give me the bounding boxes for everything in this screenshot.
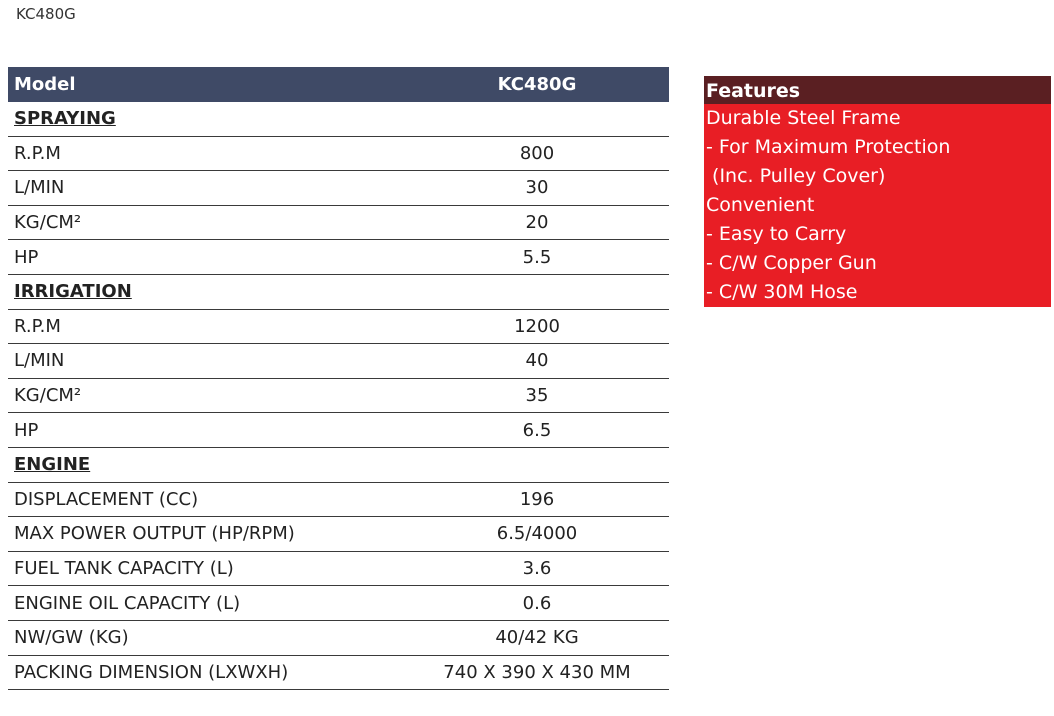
spec-value: 3.6 — [522, 558, 552, 580]
spec-value: 20 — [525, 212, 549, 234]
table-body — [8, 102, 669, 690]
feature-item: (Inc. Pulley Cover) — [706, 165, 886, 187]
spec-label: R.P.M — [14, 142, 61, 164]
feature-item: - C/W Copper Gun — [706, 252, 877, 274]
spec-label: KG/CM² — [14, 385, 82, 407]
page-title: KC480G — [16, 5, 76, 23]
spec-label: HP — [14, 419, 39, 441]
spec-label: R.P.M — [14, 315, 61, 337]
table-row — [8, 656, 669, 691]
section-header-row — [8, 102, 669, 137]
spec-label: KG/CM² — [14, 212, 82, 234]
spec-label: MAX POWER OUTPUT (HP/RPM) — [14, 523, 295, 545]
features-list — [704, 104, 1051, 307]
feature-item: Durable Steel Frame — [706, 107, 901, 129]
section-header-row — [8, 275, 669, 310]
table-row — [8, 310, 669, 345]
spec-value: 196 — [519, 488, 555, 510]
spec-label: DISPLACEMENT (CC) — [14, 488, 199, 510]
table-row — [8, 621, 669, 656]
header-value: KC480G — [497, 74, 577, 95]
spec-value: 40 — [525, 350, 549, 372]
table-row — [8, 586, 669, 621]
table-row — [8, 240, 669, 275]
section-title: ENGINE — [14, 454, 91, 476]
spec-value: 40/42 KG — [495, 627, 579, 649]
spec-label: ENGINE OIL CAPACITY (L) — [14, 592, 241, 614]
feature-item: Convenient — [706, 194, 815, 216]
table-row — [8, 483, 669, 518]
table-row — [8, 171, 669, 206]
spec-value: 35 — [525, 385, 549, 407]
spec-label: L/MIN — [14, 177, 65, 199]
spec-value: 30 — [525, 177, 549, 199]
table-header — [8, 67, 669, 102]
feature-item: - For Maximum Protection — [706, 136, 951, 158]
feature-item: - Easy to Carry — [706, 223, 847, 245]
spec-label: NW/GW (KG) — [14, 627, 129, 649]
header-label: Model — [14, 74, 76, 95]
section-title: SPRAYING — [14, 108, 116, 130]
table-row — [8, 206, 669, 241]
feature-item: - C/W 30M Hose — [706, 281, 858, 303]
spec-value: 0.6 — [522, 592, 552, 614]
section-title: IRRIGATION — [14, 281, 132, 303]
spec-value: 6.5/4000 — [496, 523, 578, 545]
table-row — [8, 413, 669, 448]
spec-label: HP — [14, 246, 39, 268]
table-row — [8, 517, 669, 552]
spec-value: 6.5 — [522, 419, 552, 441]
spec-label: FUEL TANK CAPACITY (L) — [14, 558, 234, 580]
spec-value: 5.5 — [522, 246, 552, 268]
table-row — [8, 552, 669, 587]
spec-value: 1200 — [514, 315, 560, 337]
table-row — [8, 344, 669, 379]
spec-label: L/MIN — [14, 350, 65, 372]
features-panel — [704, 76, 1051, 307]
spec-value: 740 X 390 X 430 MM — [443, 661, 631, 683]
spec-label: PACKING DIMENSION (LXWXH) — [14, 661, 289, 683]
spec-value: 800 — [519, 142, 555, 164]
features-title: Features — [704, 76, 1051, 104]
table-row — [8, 137, 669, 172]
table-row — [8, 379, 669, 414]
spec-table — [8, 67, 669, 690]
section-header-row — [8, 448, 669, 483]
